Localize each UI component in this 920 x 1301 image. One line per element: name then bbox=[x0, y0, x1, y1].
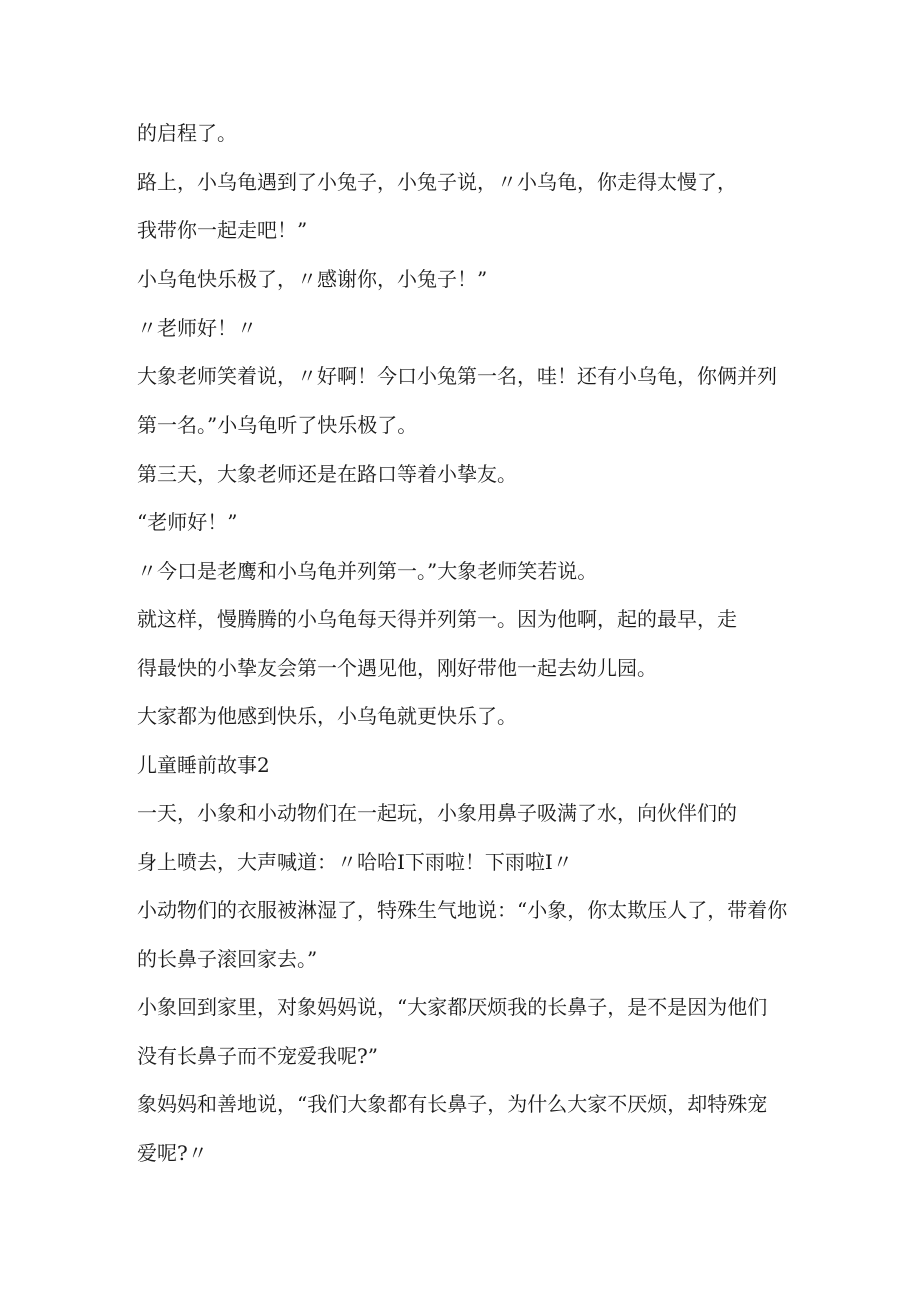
text-line: 得最快的小挚友会第一个遇见他，刚好带他一起去幼儿园。 bbox=[137, 656, 657, 680]
text-line: 小象回到家里，对象妈妈说，“大家都厌烦我的长鼻子，是不是因为他们 bbox=[137, 995, 768, 1019]
text-line: 〃老师好！〃 bbox=[137, 316, 257, 340]
section-heading: 儿童睡前故事2 bbox=[137, 753, 270, 777]
text-line: 一天，小象和小动物们在一起玩，小象用鼻子吸满了水，向伙伴们的 bbox=[137, 801, 737, 825]
text-line: 大家都为他感到快乐，小乌龟就更快乐了。 bbox=[137, 704, 517, 728]
text-line: 的启程了。 bbox=[137, 121, 237, 145]
text-line: 小动物们的衣服被淋湿了，特殊生气地说：“小象，你太欺压人了，带着你 bbox=[137, 898, 788, 922]
text-line: 第三天，大象老师还是在路口等着小挚友。 bbox=[137, 462, 517, 486]
text-line: 爱呢?〃 bbox=[137, 1141, 208, 1165]
text-line: 象妈妈和善地说，“我们大象都有长鼻子，为什么大家不厌烦，却特殊宠 bbox=[137, 1092, 768, 1116]
text-line: “老师好！” bbox=[137, 510, 238, 534]
text-line: 小乌龟快乐极了，〃感谢你，小兔子！” bbox=[137, 267, 488, 291]
text-line: 我带你一起走吧！” bbox=[137, 218, 308, 242]
text-line: 路上，小乌龟遇到了小兔子，小兔子说，〃小乌龟，你走得太慢了， bbox=[137, 170, 737, 194]
text-line: 没有长鼻子而不宠爱我呢?” bbox=[137, 1044, 378, 1068]
text-line: 〃今口是老鹰和小乌龟并列第一。”大象老师笑若说。 bbox=[137, 559, 598, 583]
text-line: 就这样，慢腾腾的小乌龟每天得并列第一。因为他啊，起的最早，走 bbox=[137, 607, 737, 631]
text-line: 的长鼻子滚回家去。” bbox=[137, 947, 318, 971]
text-line: 第一名。”小乌龟听了快乐极了。 bbox=[137, 413, 418, 437]
text-line: 大象老师笑着说，〃好啊！今口小兔第一名，哇！还有小乌龟，你俩并列 bbox=[137, 364, 777, 388]
text-line: 身上喷去，大声喊道：〃哈哈I下雨啦！下雨啦I〃 bbox=[137, 850, 573, 874]
